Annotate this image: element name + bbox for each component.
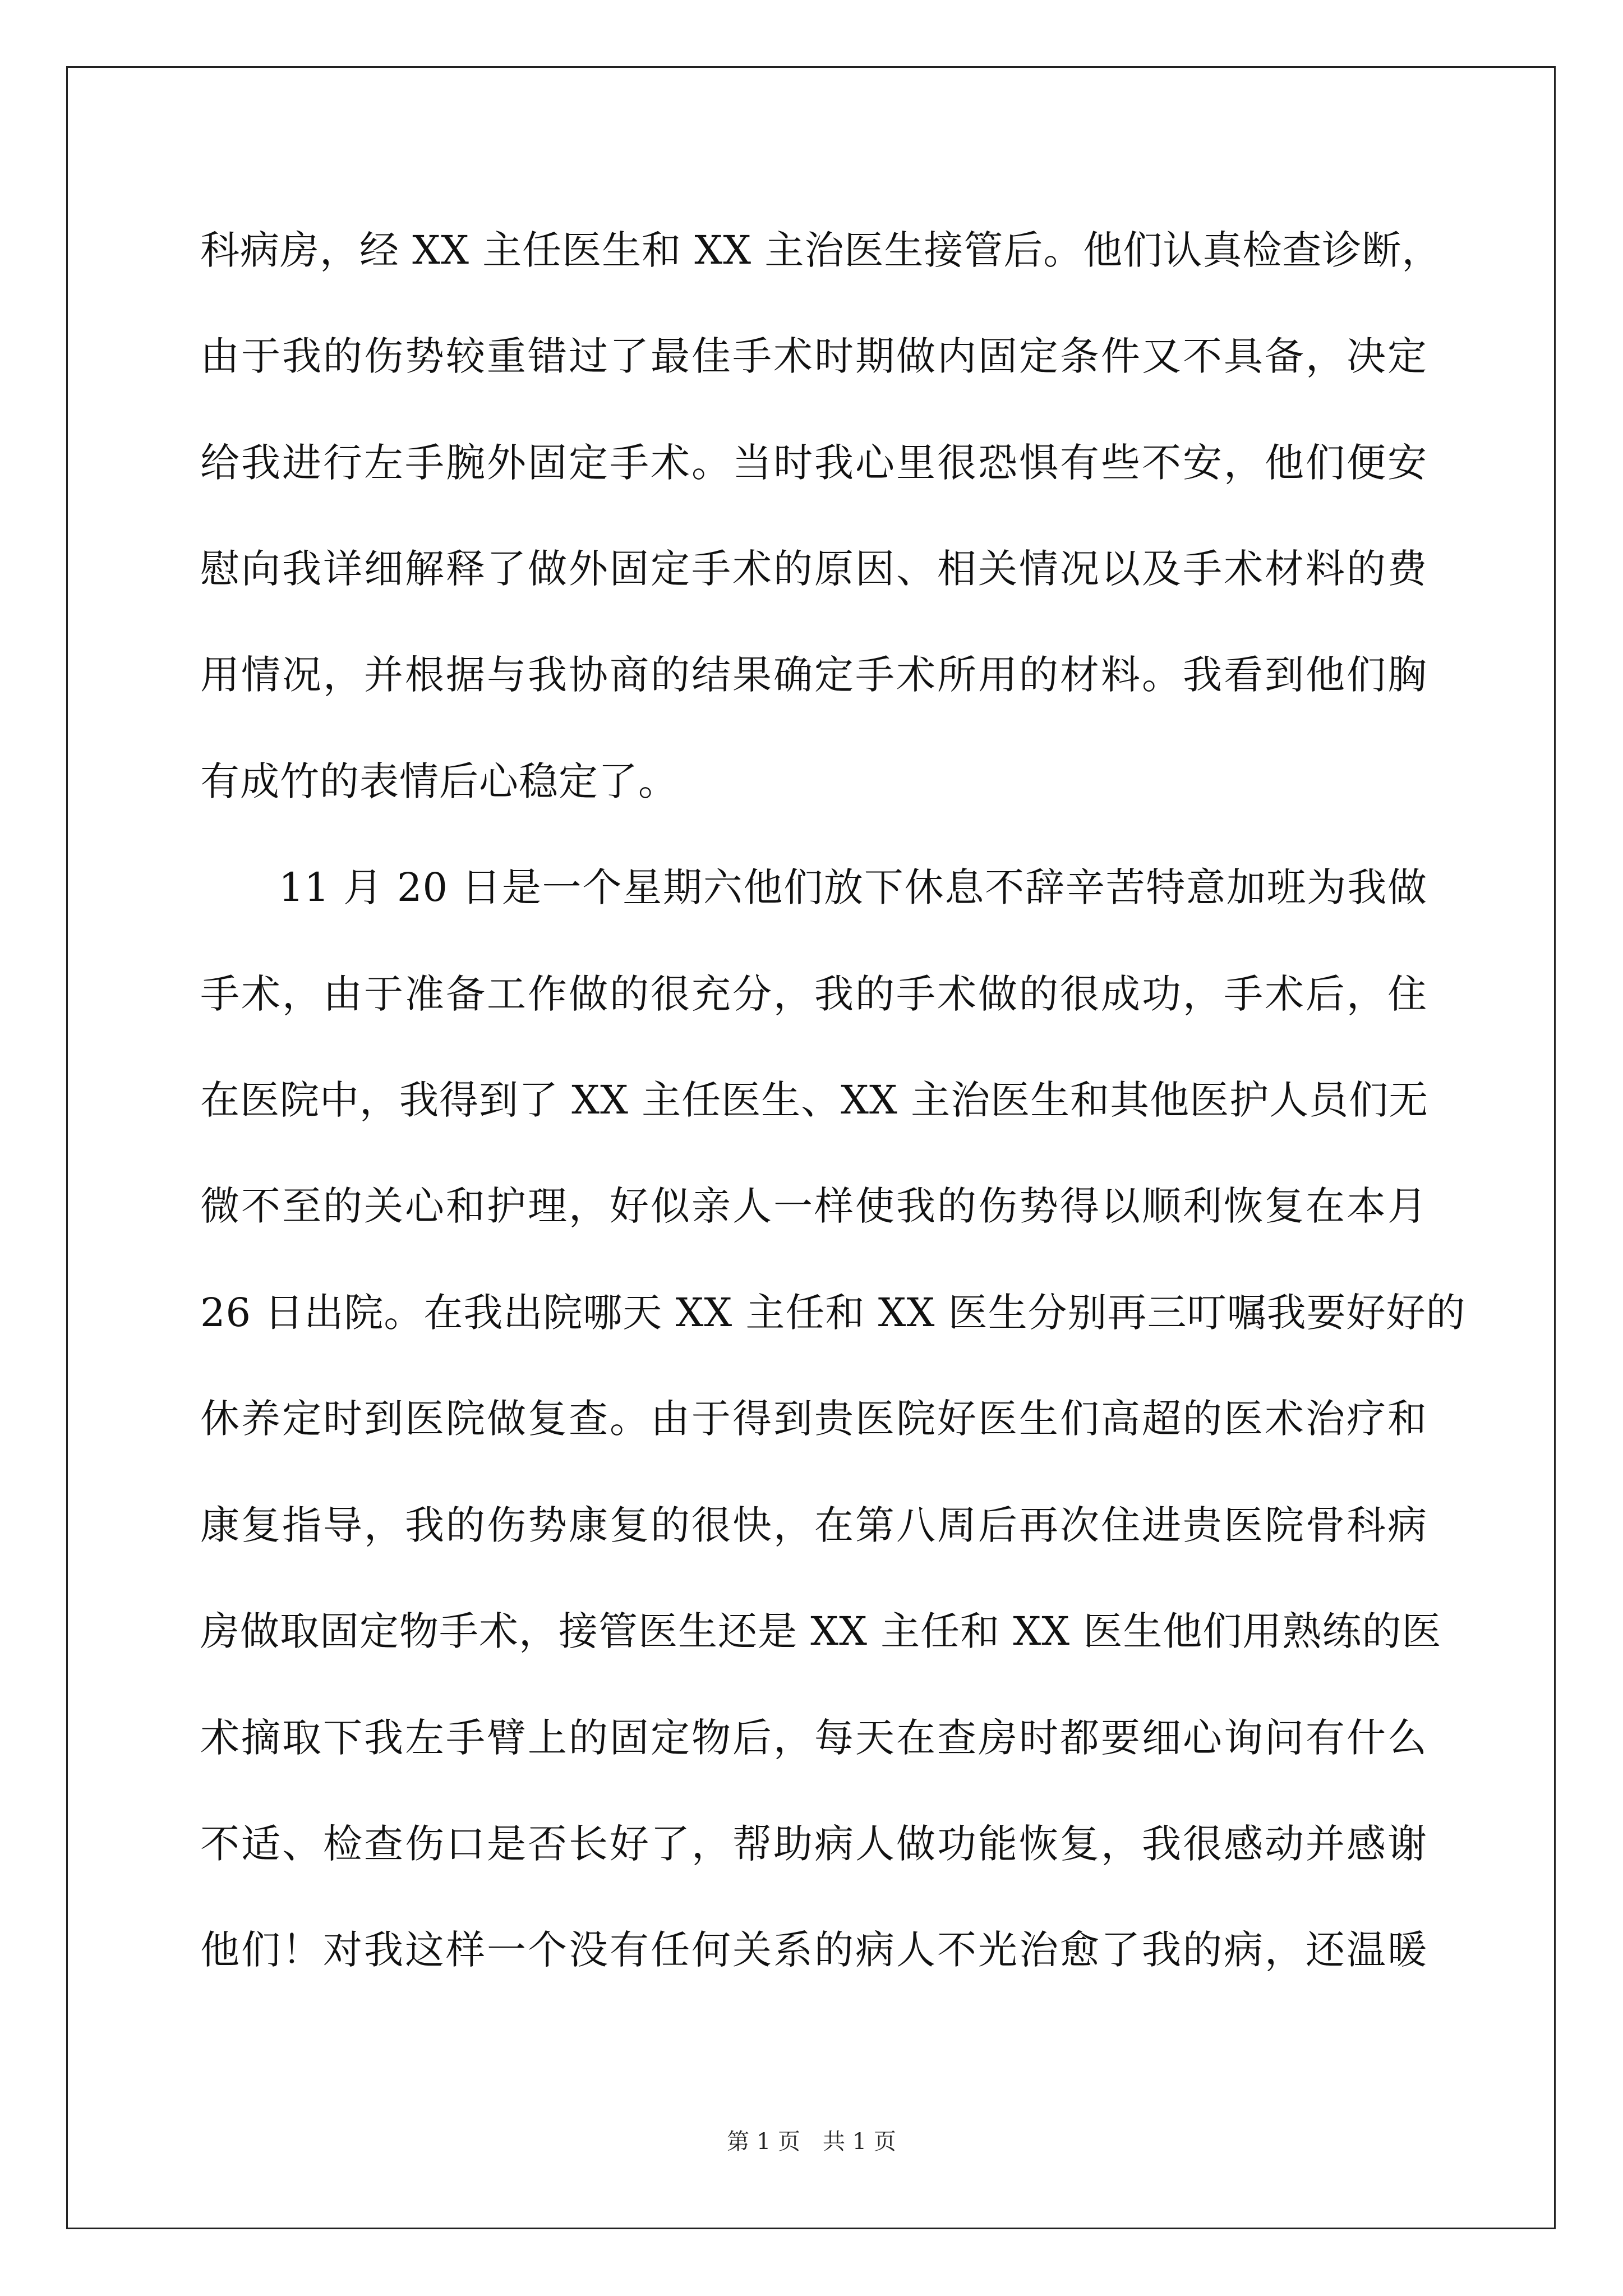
text-line: 给我进行左手腕外固定手术。当时我心里很恐惧有些不安，他们便安 — [200, 440, 1427, 486]
text-line: 慰向我详细解释了做外固定手术的原因、相关情况以及手术材料的费 — [200, 546, 1427, 592]
text-line: 在医院中，我得到了 XX 主任医生、XX 主治医生和其他医护人员们无 — [200, 1077, 1429, 1123]
text-line: 有成竹的表情后心稳定了。 — [200, 758, 678, 804]
text-line: 由于我的伤势较重错过了最佳手术时期做内固定条件又不具备，决定 — [200, 333, 1427, 379]
text-line: 手术，由于准备工作做的很充分，我的手术做的很成功，手术后，住 — [200, 971, 1427, 1017]
paragraph-first-line: 11 月 20 日是一个星期六他们放下休息不辞辛苦特意加班为我做 — [279, 864, 1427, 910]
text-line: 康复指导，我的伤势康复的很快，在第八周后再次住进贵医院骨科病 — [200, 1502, 1427, 1548]
page-footer: 第 1 页 共 1 页 — [727, 2129, 896, 2155]
text-line: 26 日出院。在我出院哪天 XX 主任和 XX 医生分别再三叮嘱我要好好的 — [200, 1290, 1466, 1336]
text-line: 不适、检查伤口是否长好了，帮助病人做功能恢复，我很感动并感谢 — [200, 1821, 1427, 1867]
text-line: 术摘取下我左手臂上的固定物后，每天在查房时都要细心询问有什么 — [200, 1715, 1427, 1761]
text-line: 科病房，经 XX 主任医生和 XX 主治医生接管后。他们认真检查诊断， — [200, 227, 1442, 273]
text-line: 微不至的关心和护理，好似亲人一样使我的伤势得以顺利恢复在本月 — [200, 1183, 1427, 1229]
page-border — [66, 66, 1556, 2229]
text-line: 用情况，并根据与我协商的结果确定手术所用的材料。我看到他们胸 — [200, 652, 1427, 698]
text-line: 他们！对我这样一个没有任何关系的病人不光治愈了我的病，还温暖 — [200, 1927, 1427, 1973]
text-line: 休养定时到医院做复查。由于得到贵医院好医生们高超的医术治疗和 — [200, 1396, 1427, 1442]
text-line: 房做取固定物手术，接管医生还是 XX 主任和 XX 医生他们用熟练的医 — [200, 1608, 1442, 1654]
